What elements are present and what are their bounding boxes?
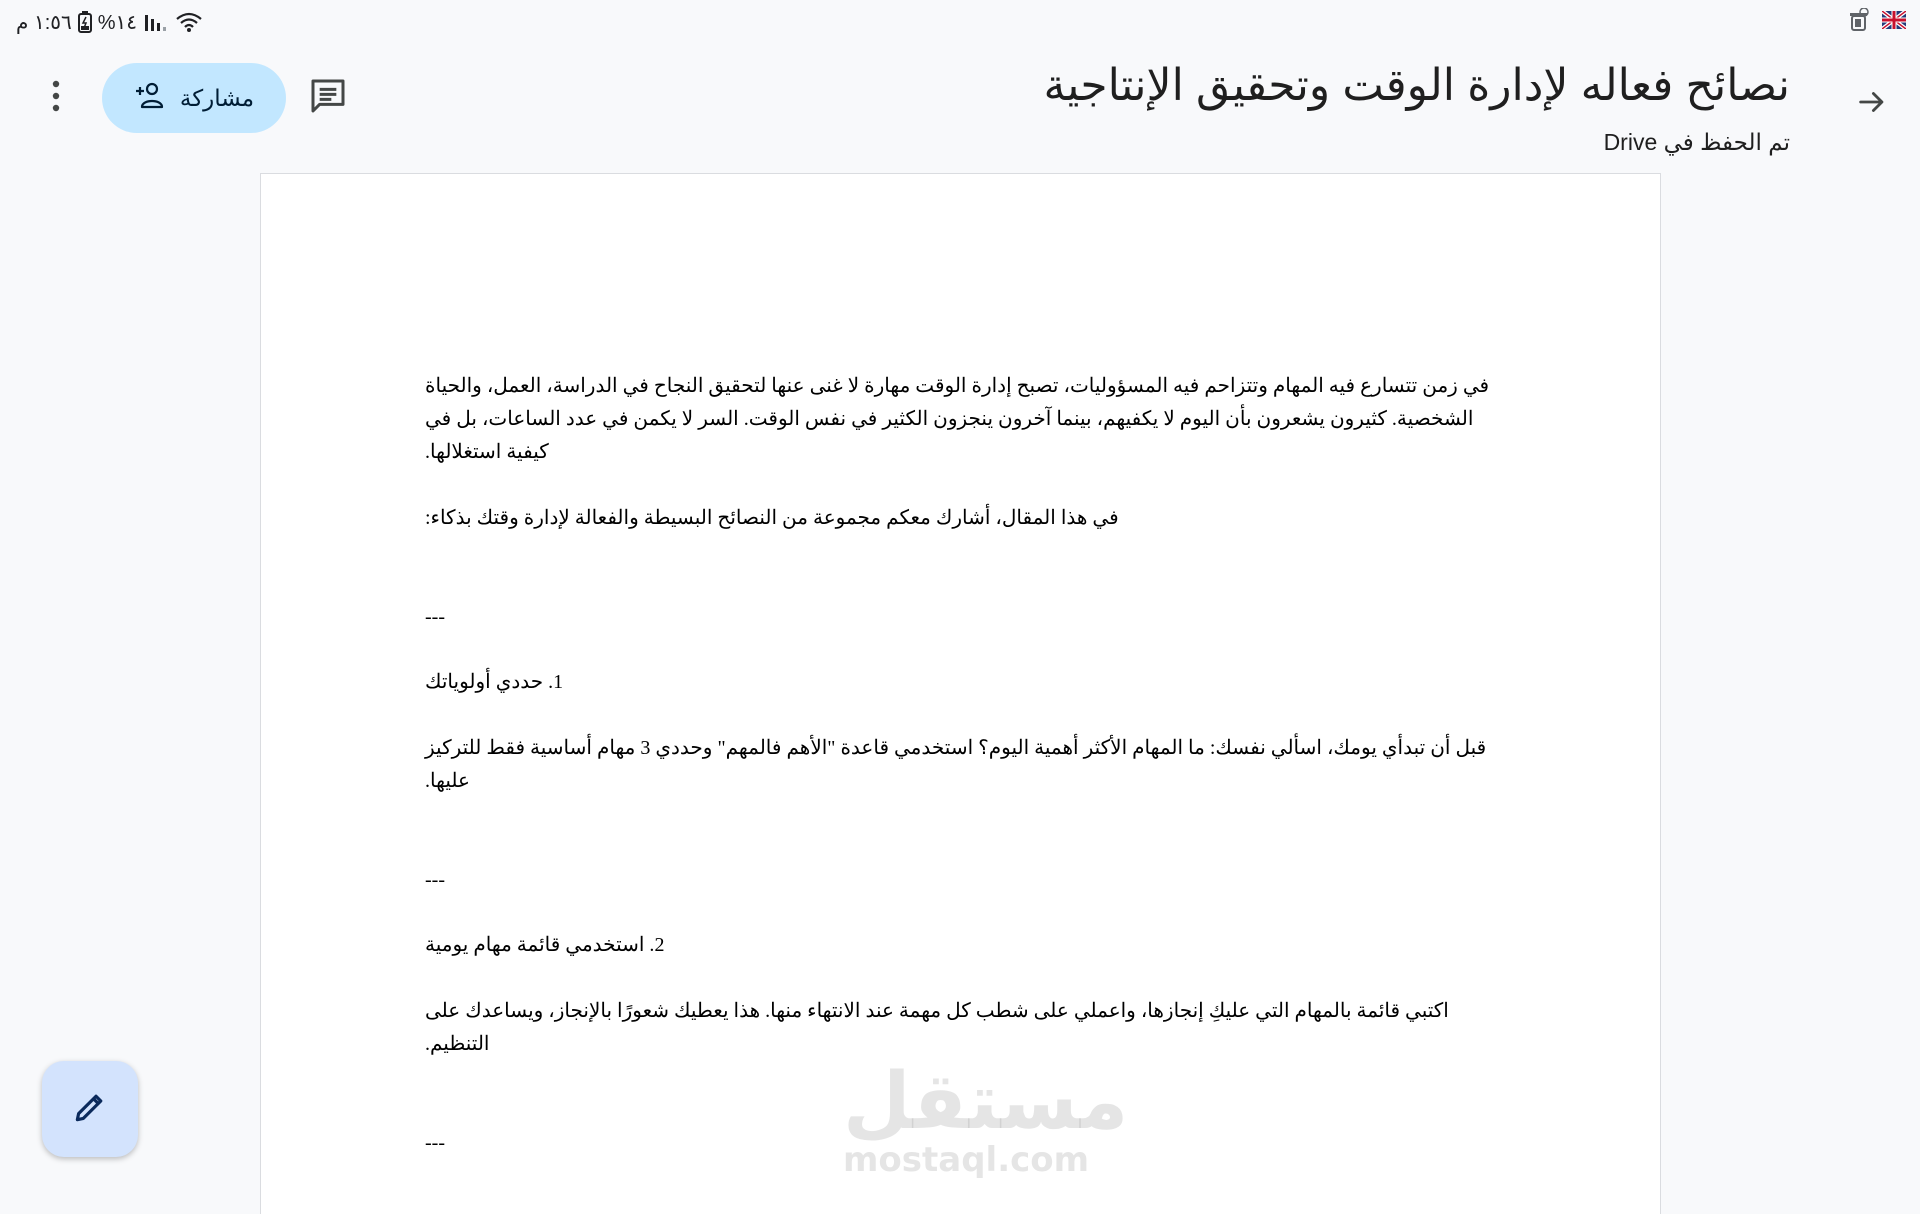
spacer [425, 962, 1505, 995]
signal-icon [143, 11, 169, 33]
spacer [425, 535, 1505, 601]
spacer [425, 1061, 1505, 1127]
battery-percent: %١٤ [97, 11, 138, 34]
heading: 1. حددي أولوياتك [425, 671, 564, 693]
flag-icon [1882, 11, 1906, 34]
spacer [425, 897, 1505, 929]
arrow-forward-icon [1855, 85, 1889, 124]
more-vert-icon [50, 79, 62, 118]
app-bar [0, 44, 1920, 170]
status-bar [0, 0, 1920, 44]
status-bar-right [1848, 8, 1906, 36]
edit-fab-button[interactable] [42, 1061, 138, 1157]
add-person-icon [134, 81, 166, 115]
more-options-button[interactable] [28, 70, 84, 126]
pencil-icon [71, 1088, 109, 1131]
paragraph-line: اكتبي قائمة بالمهام التي عليكِ إنجازها، واعملي على شطب كل مهمة عند الانتهاء منها. هذا يعطيك شعورًا بالإنجاز، ويساعدك على [425, 1000, 1449, 1022]
paragraph-line: قبل أن تبدأي يومك، اسألي نفسك: ما المهام الأكثر أهمية اليوم؟ استخدمي قاعدة "الأهم فالمهم" وحددي 3 مهام أساسية فقط للتركيز [425, 737, 1487, 759]
trash-notification-icon [1848, 8, 1870, 37]
paragraph-line: في هذا المقال، أشارك معكم مجموعة من النصائح البسيطة والفعالة لإدارة وقتك بذكاء: [425, 507, 1119, 529]
comment-icon [308, 76, 348, 121]
spacer [425, 469, 1505, 502]
paragraph-line: عليها. [425, 770, 470, 792]
back-button[interactable] [1844, 76, 1900, 132]
status-bar-left [16, 8, 203, 36]
save-status: تم الحفظ في Drive [1603, 129, 1790, 155]
paragraph-line: الشخصية. كثيرون يشعرون بأن اليوم لا يكفيهم، بينما آخرون ينجزون الكثير في نفس الوقت. السر لا يكمن في عدد الساعات، بل في [425, 408, 1474, 430]
separator: --- [425, 869, 445, 891]
document-body[interactable] [425, 370, 1505, 1160]
document-page[interactable] [260, 173, 1661, 1214]
paragraph-line: في زمن تتسارع فيه المهام وتتزاحم فيه المسؤوليات، تصبح إدارة الوقت مهارة لا غنى عنها لتحقيق النجاح في الدراسة، العمل، والحياة [425, 375, 1490, 397]
spacer [425, 634, 1505, 666]
battery-icon [78, 11, 92, 33]
share-label: مشاركة [179, 84, 255, 111]
spacer [425, 699, 1505, 732]
comments-button[interactable] [300, 70, 356, 126]
share-button[interactable] [102, 63, 286, 133]
clock: ١:٥٦ م [16, 11, 72, 34]
document-title[interactable]: نصائح فعاله لإدارة الوقت وتحقيق الإنتاجية [1043, 61, 1790, 110]
wifi-icon [175, 11, 203, 33]
watermark-latin: mostaql.com [843, 1140, 1090, 1180]
spacer [425, 798, 1505, 864]
heading: 2. استخدمي قائمة مهام يومية [425, 934, 665, 956]
separator: --- [425, 1132, 445, 1154]
paragraph-line: التنظيم. [425, 1033, 490, 1055]
separator: --- [425, 606, 445, 628]
paragraph-line: كيفية استغلالها. [425, 441, 549, 463]
watermark-arabic: مستقل [843, 1057, 1129, 1147]
